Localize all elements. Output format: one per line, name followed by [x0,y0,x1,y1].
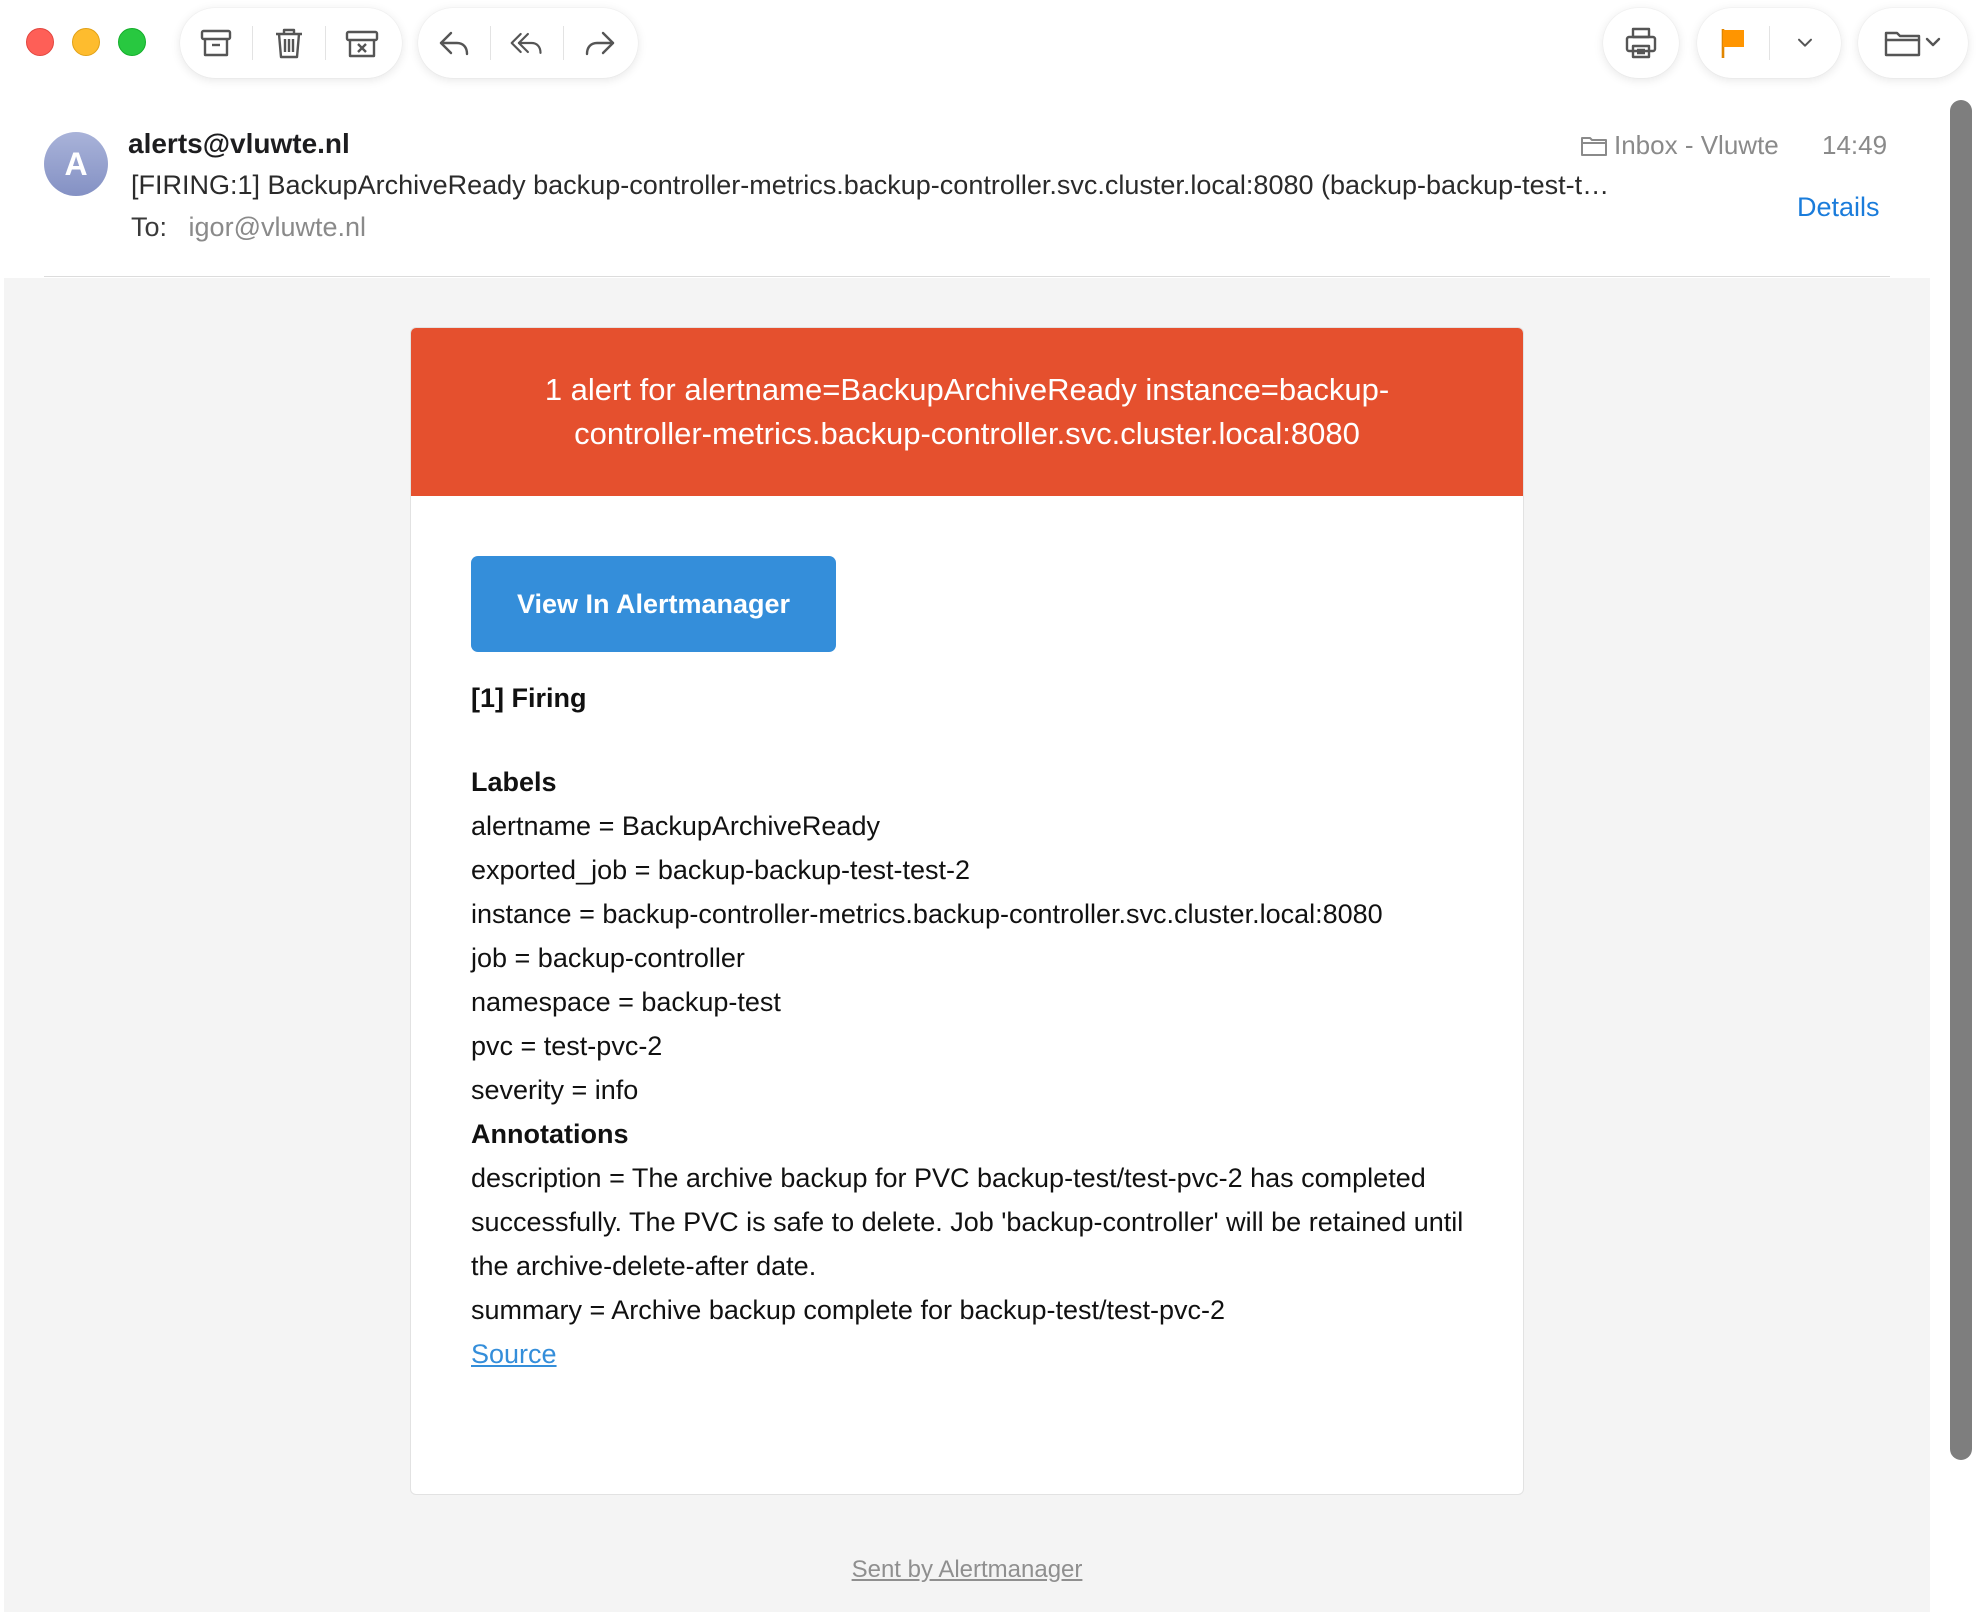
label-line: instance = backup-controller-metrics.backup-controller.svc.cluster.local:8080 [471,899,1383,929]
folder-icon [1580,134,1608,158]
zoom-window-button[interactable] [118,28,146,56]
reply-icon [436,25,472,61]
flag-group [1697,8,1841,78]
details-link[interactable]: Details [1797,192,1880,222]
annotation-line: summary = Archive backup complete for backup-test/test-pvc-2 [471,1295,1226,1325]
view-in-alertmanager-button[interactable]: View In Alertmanager [471,556,836,652]
label-line: exported_job = backup-backup-test-test-2 [471,855,971,885]
mailbox-indicator[interactable] [1580,130,1779,161]
delete-button[interactable] [253,8,325,78]
label-line: severity = info [471,1075,639,1105]
label-line: job = backup-controller [471,943,745,973]
print-button[interactable] [1605,8,1677,78]
flag-menu-button[interactable] [1770,8,1840,78]
message-body [4,278,1930,1612]
recipient-row [131,212,366,243]
print-group [1603,8,1679,78]
print-icon [1623,25,1659,61]
forward-button[interactable] [564,8,636,78]
alert-card [410,327,1524,1495]
flag-button[interactable] [1697,8,1769,78]
reply-button[interactable] [418,8,490,78]
to-label: To: [131,212,168,242]
flag-icon [1715,25,1751,61]
sender-address[interactable]: alerts@vluwte.nl [128,128,350,159]
forward-icon [582,25,618,61]
chevron-down-icon [1793,31,1817,55]
close-window-button[interactable] [26,28,54,56]
label-line: namespace = backup-test [471,987,781,1017]
sender-avatar: A [44,132,108,196]
toolbar [0,0,1976,90]
move-to-folder-button[interactable] [1858,8,1968,78]
scrollbar-thumb[interactable] [1950,100,1972,1460]
reply-all-icon [509,25,545,61]
message-time: 14:49 [1822,130,1888,160]
message-actions-group [180,8,402,78]
message-header [0,90,1976,278]
labels-heading: Labels [471,767,557,797]
archive-button[interactable] [180,8,252,78]
junk-button[interactable] [326,8,398,78]
trash-icon [271,25,307,61]
reply-all-button[interactable] [491,8,563,78]
reply-actions-group [418,8,638,78]
folder-move-icon [1880,25,1946,61]
minimize-window-button[interactable] [72,28,100,56]
junk-icon [344,25,380,61]
alert-content [471,556,1471,1376]
annotation-line: description = The archive backup for PVC backup-test/test-pvc-2 has completed successfully. The PVC is safe to delete. Job 'backup-controller' will be retained until the archive-delete-after date. [471,1163,1464,1281]
annotations-heading: Annotations [471,1119,629,1149]
label-line: pvc = test-pvc-2 [471,1031,663,1061]
move-group [1858,8,1968,78]
firing-heading: [1] Firing [471,683,587,713]
label-line: alertname = BackupArchiveReady [471,811,880,841]
recipient-address[interactable]: igor@vluwte.nl [188,212,367,242]
alert-banner: 1 alert for alertname=BackupArchiveReady instance=backup-controller-metrics.backup-controller.svc.cluster.local:8080 [411,328,1523,496]
archive-icon [198,25,234,61]
message-subject: [FIRING:1] BackupArchiveReady backup-controller-metrics.backup-controller.svc.cluster.local:8080 (backup-backup-test-t… [131,170,1610,200]
sent-by-alertmanager-link[interactable]: Sent by Alertmanager [851,1556,1083,1583]
header-divider [44,276,1890,277]
source-link[interactable]: Source [471,1339,557,1369]
mailbox-name: Inbox - Vluwte [1614,130,1779,160]
